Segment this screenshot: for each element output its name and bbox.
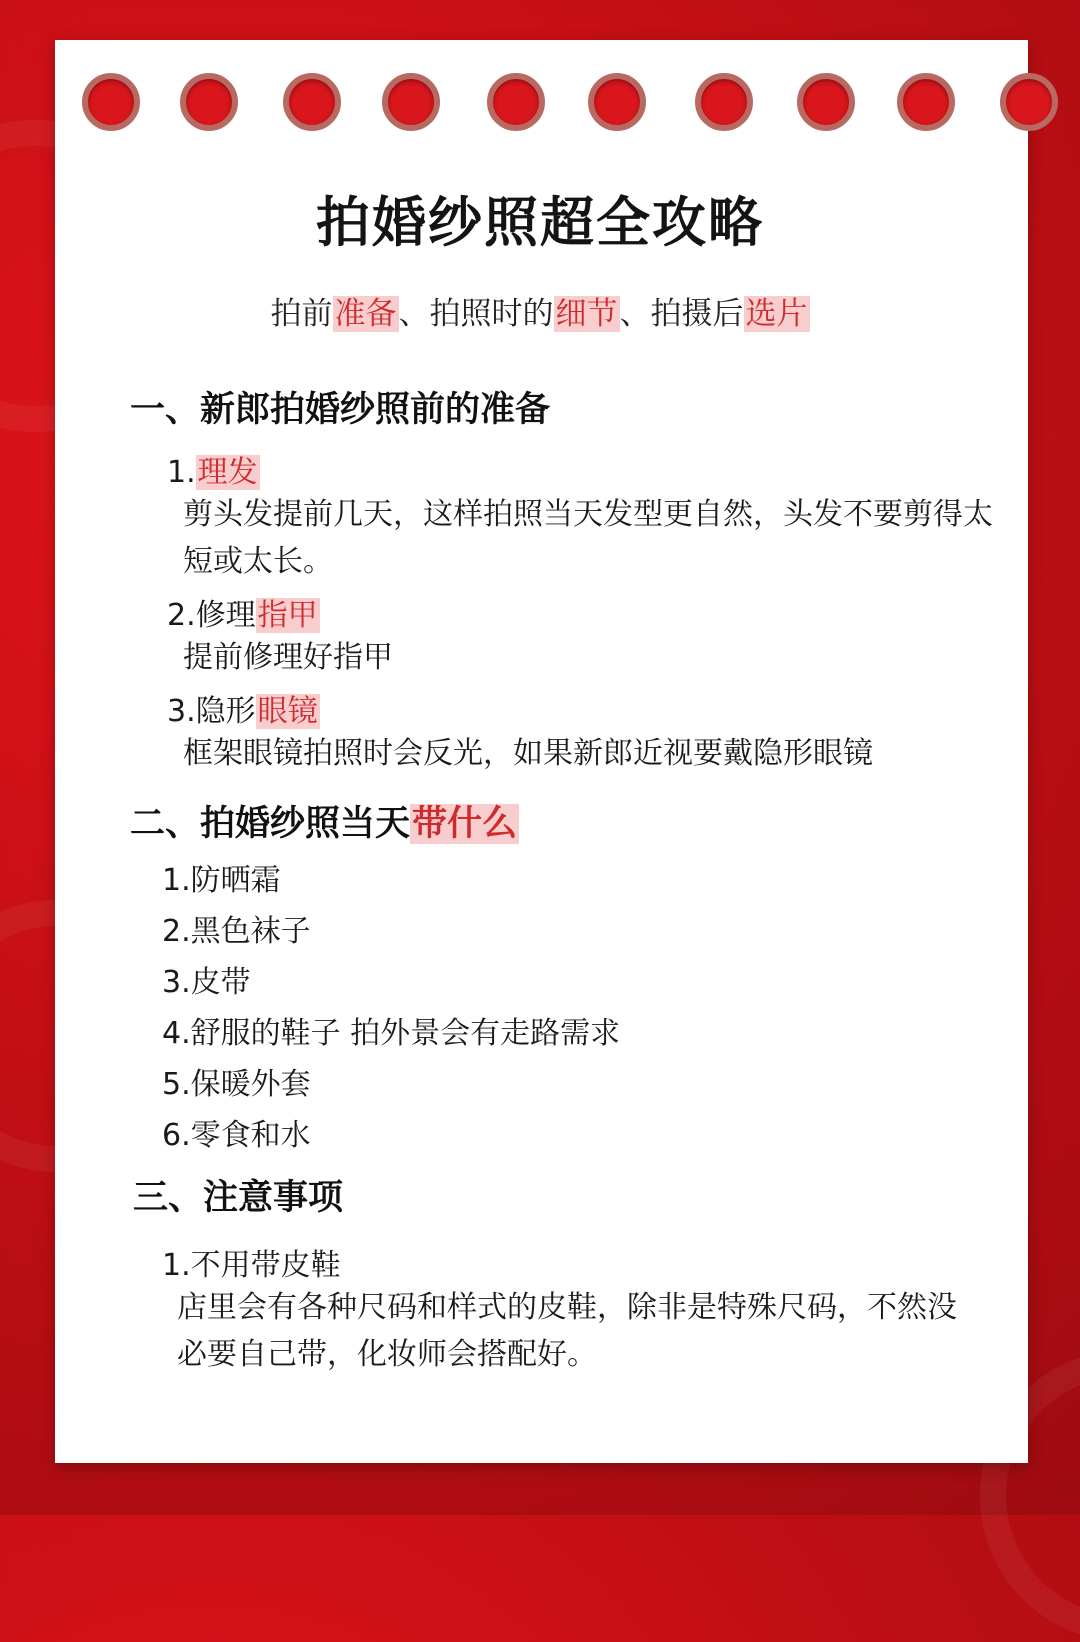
- list-item: 2.黑色袜子: [162, 914, 311, 949]
- item-prefix: 1.: [167, 455, 196, 490]
- item-highlight: 指甲: [257, 598, 318, 633]
- heading-highlight: 带什么: [412, 804, 518, 844]
- list-item: 4.舒服的鞋子 拍外景会有走路需求: [162, 1016, 621, 1051]
- list-item: 1.防晒霜: [162, 863, 281, 898]
- page-title: 拍婚纱照超全攻略: [316, 191, 764, 254]
- subtitle: [0, 288, 1080, 333]
- list-item: 1.不用带皮鞋: [162, 1248, 341, 1283]
- binding-hole: [82, 73, 140, 131]
- section-heading-notes: 三、注意事项: [133, 1178, 344, 1218]
- list-item: 3.皮带: [162, 965, 251, 1000]
- list-item: 6.零食和水: [162, 1118, 311, 1153]
- subtitle-highlight: 细节: [555, 296, 618, 332]
- item-description: 提前修理好指甲: [183, 640, 393, 675]
- list-item: [167, 590, 320, 634]
- item-highlight: 眼镜: [257, 694, 318, 729]
- list-item: 5.保暖外套: [162, 1067, 311, 1102]
- binding-holes: [55, 40, 1028, 170]
- subtitle-highlight: 准备: [334, 296, 397, 332]
- list-item: [167, 447, 260, 491]
- item-description: 框架眼镜拍照时会反光，如果新郎近视要戴隐形眼镜: [183, 736, 873, 771]
- item-description: 店里会有各种尺码和样式的皮鞋，除非是特殊尺码，不然没必要自己带，化妆师会搭配好。: [177, 1290, 957, 1372]
- binding-hole: [797, 73, 855, 131]
- item-highlight: 理发: [197, 455, 258, 490]
- section-heading-bring: [130, 796, 519, 846]
- subtitle-highlight: 选片: [745, 296, 808, 332]
- binding-hole: [180, 73, 238, 131]
- item-description: 剪头发提前几天，这样拍照当天发型更自然，头发不要剪得太短或太长。: [183, 497, 993, 579]
- subtitle-text: 、拍照时的: [398, 296, 554, 332]
- binding-hole: [487, 73, 545, 131]
- binding-hole: [1000, 73, 1058, 131]
- binding-hole: [382, 73, 440, 131]
- subtitle-text: 拍前: [270, 296, 333, 332]
- list-item: [167, 686, 320, 730]
- heading-text: 二、拍婚纱照当天: [130, 804, 411, 844]
- section-heading-prep: 一、新郎拍婚纱照前的准备: [130, 390, 551, 430]
- item-prefix: 2.修理: [167, 598, 256, 633]
- item-prefix: 3.隐形: [167, 694, 256, 729]
- binding-hole: [283, 73, 341, 131]
- binding-hole: [588, 73, 646, 131]
- binding-hole: [897, 73, 955, 131]
- subtitle-text: 、拍摄后: [619, 296, 744, 332]
- binding-hole: [695, 73, 753, 131]
